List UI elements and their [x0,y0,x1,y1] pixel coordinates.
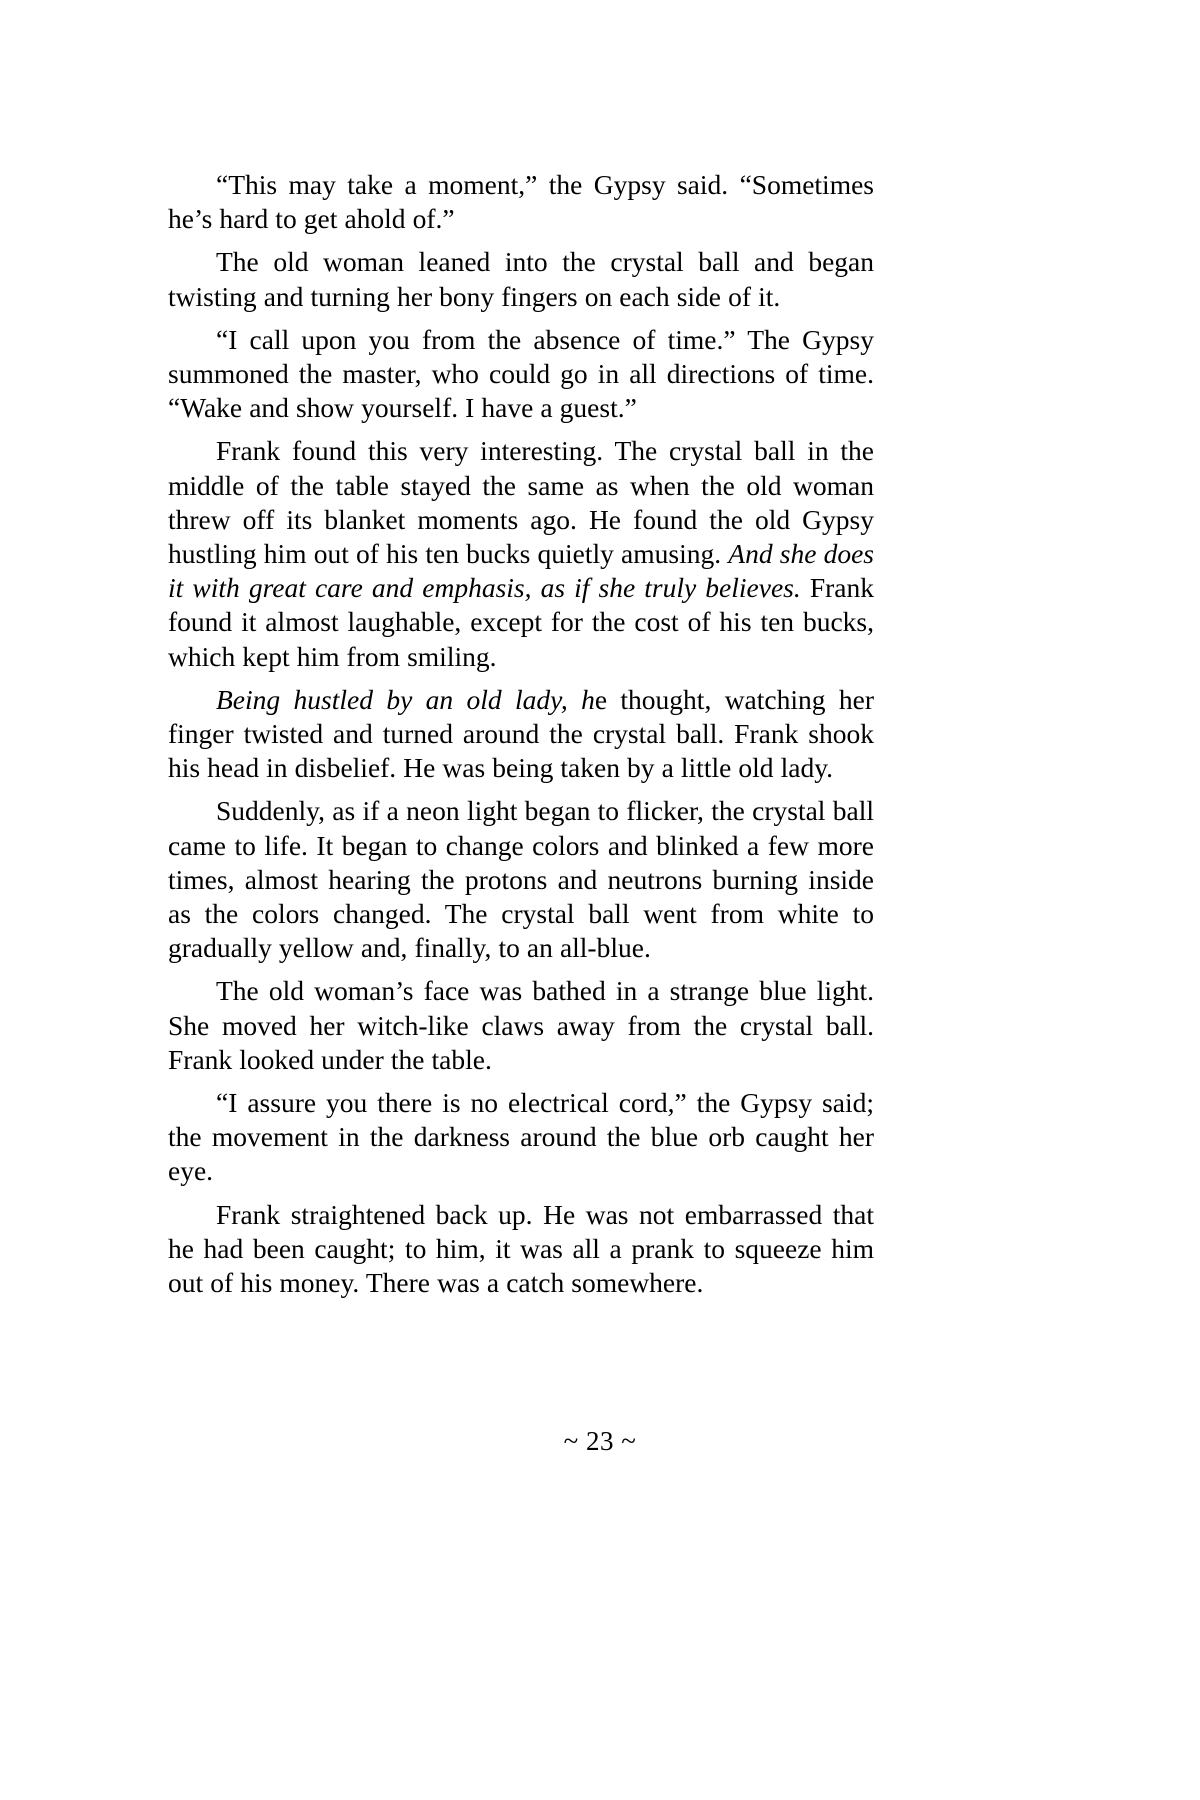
page-number: ~ 23 ~ [563,1426,637,1456]
text-run: The old woman’s face was bathed in a strange blue light. She moved her witch-like claws away from the crystal ball. Frank looked under the table. [168,975,874,1075]
text-run: Frank straightened back up. He was not embarrassed that he had been caught; to him, it was all a prank to squeeze him out of his money. There was a catch somewhere. [168,1198,874,1299]
italic-run: Being hustled by an old lady, h [216,683,595,715]
text-run: “I assure you there is no electrical cord,” the Gypsy said; the movement in the darkness around the blue orb caught her eye. [168,1087,874,1187]
paragraph [168,1086,874,1189]
paragraph [168,974,874,1077]
paragraph [168,1198,874,1301]
paragraph [168,434,874,673]
paragraph [168,323,874,426]
text-run: Frank found this very interesting. The crystal ball in the middle of the table stayed the same as when the old woman threw off its blanket moments ago. He found the old Gypsy hustling him out of his ten bucks quietly amusing. [168,435,874,570]
text-run: The old woman leaned into the crystal ball and began twisting and turning her bony fingers on each side of it. [168,246,874,312]
paragraph [168,794,874,965]
text-run: e thought, watching her finger twisted and turned around the crystal ball. Frank shook his head in disbelief. He was being taken by a little old lady. [168,683,874,784]
text-run: Frank found it almost laughable, except for the cost of his ten bucks, which kept him from smiling. [168,572,874,672]
paragraph [168,245,874,313]
text-run: “I call upon you from the absence of time.” The Gypsy summoned the master, who could go in all directions of time. “Wake and show yourself. I have a guest.” [168,323,874,424]
text-run: “This may take a moment,” the Gypsy said. “Sometimes he’s hard to get ahold of.” [168,169,874,235]
paragraph [168,683,874,786]
italic-run: And she does it with great care and emphasis, as if she truly believes. [168,538,875,604]
paragraph [168,168,874,236]
text-run: Suddenly, as if a neon light began to flicker, the crystal ball came to life. It began to change colors and blinked a few more times, almost hearing the protons and neutrons burning inside as the colors changed. The crystal ball went from white to gradually yellow and, finally, to an all-blue. [168,795,874,964]
page-text-body [168,168,874,1300]
